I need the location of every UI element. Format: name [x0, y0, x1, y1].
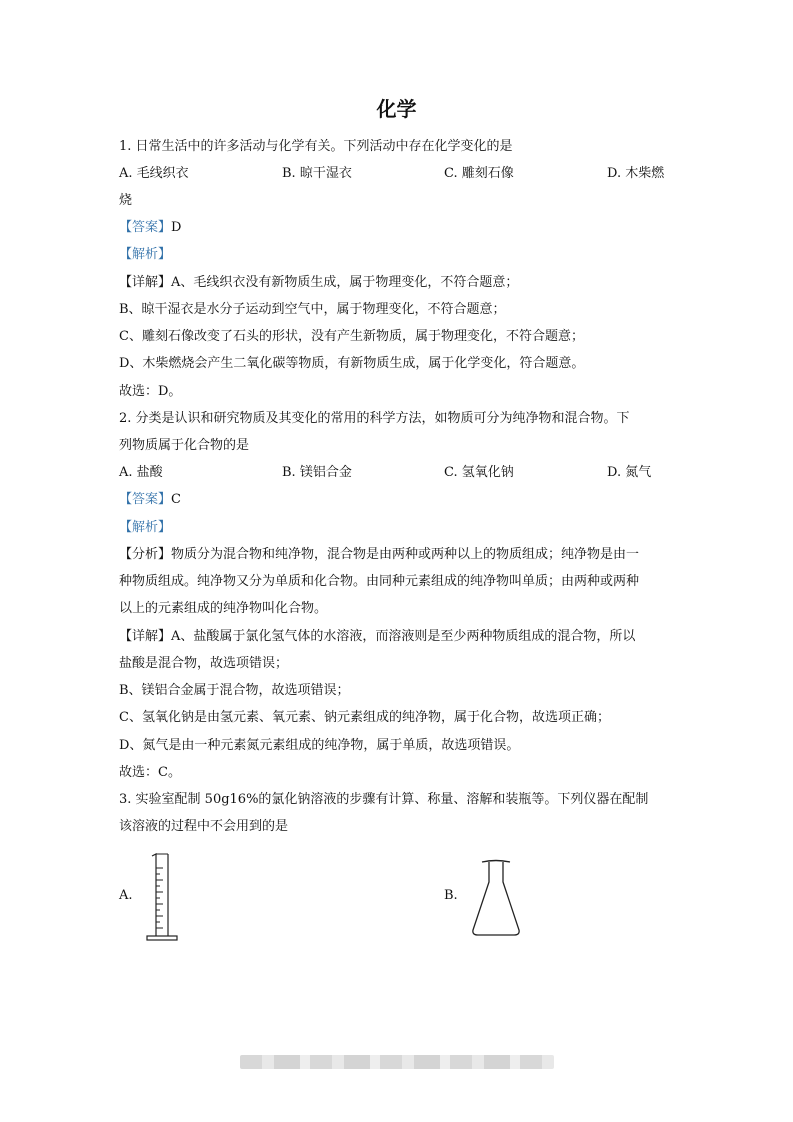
- q3-stem: 该溶液的过程中不会用到的是: [119, 819, 289, 834]
- q2-stem: 2. 分类是认识和研究物质及其变化的常用的科学方法，如物质可分为纯净物和混合物。下: [119, 411, 630, 426]
- q2-detail-line: D、氮气是由一种元素氮元素组成的纯净物，属于单质，故选项错误。: [119, 738, 520, 753]
- answer-tag: 【答案】: [119, 492, 172, 507]
- q1-analysis-tag: 【解析】: [119, 247, 172, 262]
- q1-option-d: D. 木柴燃: [607, 166, 665, 181]
- q2-analysis-tag: 【解析】: [119, 520, 172, 535]
- detail-tag: 【详解】: [119, 629, 172, 644]
- fenxi-tag: 【分析】: [119, 547, 172, 562]
- q2-detail-line: [119, 629, 635, 645]
- q2-fenxi-line: [119, 547, 639, 563]
- q2-detail-line: 盐酸是混合物，故选项错误；: [119, 656, 289, 671]
- q1-answer: [119, 220, 181, 236]
- q2-option-d: D. 氮气: [607, 465, 652, 480]
- q1-detail-line: C、雕刻石像改变了石头的形状，没有产生新物质，属于物理变化，不符合题意；: [119, 329, 584, 344]
- q2-detail-line: C、氢氧化钠是由氢元素、氧元素、钠元素组成的纯净物，属于化合物，故选项正确；: [119, 710, 610, 725]
- q2-fenxi-line: 种物质组成。纯净物又分为单质和化合物。由同种元素组成的纯净物叫单质；由两种或两种: [119, 574, 640, 589]
- answer-value: C: [171, 492, 181, 507]
- q1-detail-line: D、木柴燃烧会产生二氧化碳等物质，有新物质生成，属于化学变化，符合题意。: [119, 356, 585, 371]
- q1-stem: 1. 日常生活中的许多活动与化学有关。下列活动中存在化学变化的是: [119, 139, 513, 154]
- answer-value: D: [171, 220, 182, 235]
- q2-fenxi-line: 以上的元素组成的纯净物叫化合物。: [119, 601, 328, 616]
- q1-option-c: C. 雕刻石像: [444, 166, 514, 181]
- q3-option-a-label: A.: [119, 888, 133, 903]
- q3-option-b-label: B.: [444, 888, 458, 903]
- q3-stem: 3. 实验室配制 50g16%的氯化钠溶液的步骤有计算、称量、溶解和装瓶等。下列仪器在配制: [119, 792, 649, 807]
- q1-conclusion: 故选：D。: [119, 384, 182, 399]
- blurred-watermark: [240, 1055, 554, 1069]
- q1-option-a: A. 毛线织衣: [119, 166, 189, 181]
- q2-answer: [119, 492, 181, 508]
- graduated-cylinder-icon: [142, 852, 182, 944]
- q2-stem: 列物质属于化合物的是: [119, 438, 250, 453]
- q2-detail-line: B、镁铝合金属于混合物，故选项错误；: [119, 683, 350, 698]
- answer-tag: 【答案】: [119, 220, 172, 235]
- q2-option-c: C. 氢氧化钠: [444, 465, 514, 480]
- conical-flask-icon: [468, 856, 524, 940]
- q1-detail-line: [119, 275, 518, 291]
- detail-tag: 【详解】: [119, 275, 172, 290]
- page-title: 化学: [376, 97, 417, 121]
- detail-text: A、毛线织衣没有新物质生成，属于物理变化，不符合题意；: [171, 275, 519, 290]
- detail-text: A、盐酸属于氯化氢气体的水溶液，而溶液则是至少两种物质组成的混合物，所以: [171, 629, 636, 644]
- q1-option-wrap: 烧: [119, 193, 133, 208]
- q2-conclusion: 故选：C。: [119, 765, 181, 780]
- fenxi-text: 物质分为混合物和纯净物，混合物是由两种或两种以上的物质组成；纯净物是由一: [171, 547, 640, 562]
- q1-detail-line: B、晾干湿衣是水分子运动到空气中，属于物理变化，不符合题意；: [119, 302, 506, 317]
- q2-option-a: A. 盐酸: [119, 465, 163, 480]
- q1-option-b: B. 晾干湿衣: [282, 166, 352, 181]
- q2-option-b: B. 镁铝合金: [282, 465, 352, 480]
